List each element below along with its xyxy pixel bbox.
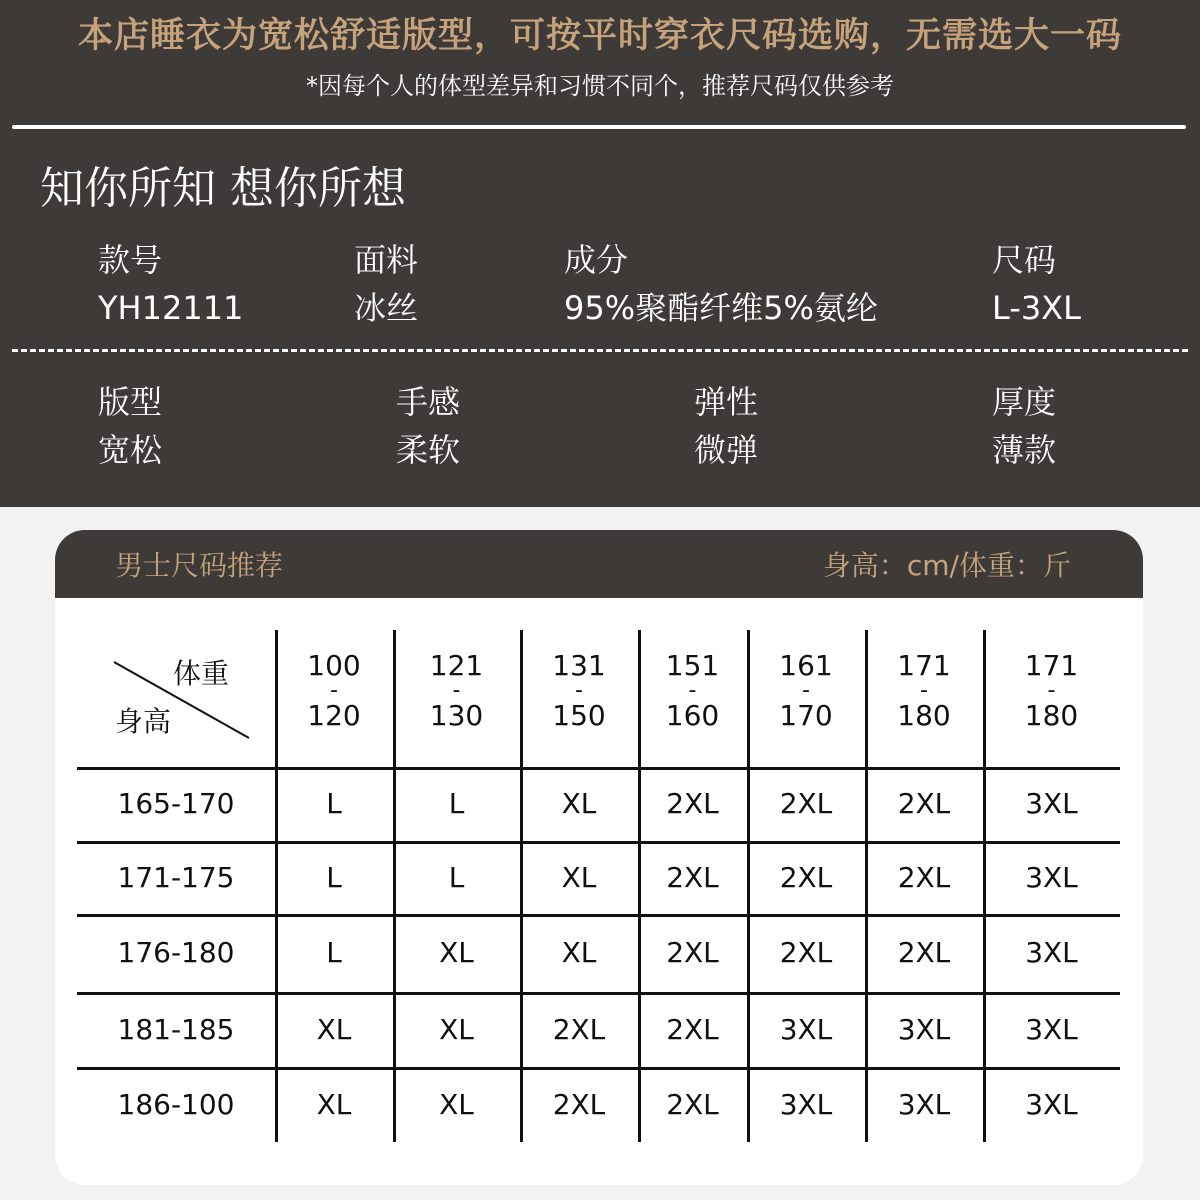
spec-size-range	[992, 236, 1081, 332]
product-info-panel	[0, 0, 1200, 507]
size-cell: 3XL	[779, 1087, 833, 1121]
size-cell: 2XL	[779, 860, 833, 894]
weight-range-dash: -	[452, 678, 461, 703]
size-chart-card	[55, 530, 1143, 1185]
weight-range-header	[874, 649, 974, 732]
size-cell: 2XL	[897, 936, 951, 969]
spec-elasticity	[694, 378, 758, 474]
weight-range-from: 151	[665, 649, 720, 682]
weight-range-to: 180	[1024, 699, 1079, 732]
size-cell: XL	[439, 936, 474, 969]
weight-range-from: 171	[897, 649, 951, 682]
divider	[12, 125, 1186, 129]
size-chart-unit-note: 身高：cm/体重：斤	[822, 549, 1071, 582]
weight-range-from: 161	[779, 649, 833, 682]
row-height-label: 181-185	[117, 1012, 235, 1046]
spec-label: 版型	[98, 383, 163, 421]
size-cell: 2XL	[666, 1087, 719, 1121]
slogan: 知你所知 想你所想	[40, 163, 406, 214]
spec-value: YH12111	[98, 289, 244, 327]
spec-label: 成分	[564, 241, 629, 279]
spec-value: 冰丝	[354, 289, 419, 327]
weight-range-to: 150	[552, 699, 606, 732]
weight-range-header	[529, 649, 629, 732]
table-row-line	[77, 841, 1120, 844]
row-height-label: 171-175	[117, 860, 235, 894]
size-cell: XL	[316, 1012, 352, 1046]
table-col-line	[865, 630, 868, 1142]
spec-label: 尺码	[992, 241, 1057, 279]
spec-value: L-3XL	[992, 289, 1081, 327]
size-cell: XL	[561, 936, 597, 969]
spec-composition	[564, 236, 878, 332]
dashed-divider	[12, 349, 1188, 352]
weight-range-dash: -	[802, 678, 810, 703]
spec-label: 面料	[354, 241, 419, 279]
size-cell: XL	[439, 1012, 474, 1046]
size-cell: 2XL	[552, 1012, 606, 1046]
spec-value: 95%聚酯纤维5%氨纶	[564, 289, 878, 327]
size-cell: 3XL	[779, 1012, 833, 1046]
table-row-line	[77, 1067, 1120, 1070]
spec-value: 薄款	[992, 431, 1057, 469]
weight-range-header	[407, 649, 507, 732]
corner-diagonal	[77, 630, 277, 770]
weight-range-dash: -	[575, 678, 583, 703]
spec-value: 柔软	[396, 431, 461, 469]
weight-range-from: 131	[552, 649, 606, 682]
weight-range-dash: -	[1047, 678, 1056, 703]
size-cell: 3XL	[1025, 787, 1078, 820]
size-cell: XL	[561, 860, 597, 894]
size-cell: 3XL	[1025, 1012, 1078, 1046]
spec-hand-feel	[396, 378, 460, 474]
weight-range-to: 130	[429, 699, 484, 732]
weight-range-from: 171	[1024, 649, 1079, 682]
weight-range-dash: -	[688, 678, 697, 703]
weight-range-header	[1002, 649, 1102, 732]
size-cell: L	[326, 787, 342, 820]
weight-range-to: 170	[779, 699, 833, 732]
row-height-label: 176-180	[117, 936, 235, 969]
disclaimer-text: *因每个人的体型差异和习惯不同个，推荐尺码仅供参考	[306, 72, 894, 100]
weight-range-header	[756, 649, 856, 732]
table-col-line	[520, 630, 523, 1142]
size-cell: XL	[439, 1087, 474, 1121]
size-chart-header	[55, 530, 1143, 598]
table-col-line	[747, 630, 750, 1142]
weight-range-from: 100	[307, 649, 361, 682]
size-cell: 2XL	[779, 787, 833, 820]
spec-style-number	[98, 236, 243, 332]
size-cell: 3XL	[1025, 860, 1078, 894]
size-chart-title: 男士尺码推荐	[115, 549, 284, 582]
table-col-line	[393, 630, 396, 1142]
row-height-label: 165-170	[117, 787, 235, 820]
table-col-line	[983, 630, 986, 1142]
table-row-line	[77, 992, 1120, 995]
weight-range-to: 180	[897, 699, 951, 732]
size-cell: L	[326, 936, 342, 969]
spec-fit	[98, 378, 162, 474]
size-cell: 3XL	[897, 1012, 951, 1046]
table-col-line	[638, 630, 641, 1142]
spec-label: 手感	[396, 383, 461, 421]
size-cell: L	[448, 787, 465, 820]
weight-range-dash: -	[330, 678, 338, 703]
size-cell: 2XL	[666, 1012, 719, 1046]
spec-thickness	[992, 378, 1056, 474]
size-cell: 3XL	[1025, 936, 1078, 969]
corner-height-label: 身高	[115, 705, 172, 738]
size-cell: L	[448, 860, 465, 894]
spec-label: 弹性	[694, 383, 759, 421]
size-cell: 3XL	[897, 1087, 951, 1121]
spec-fabric	[354, 236, 418, 332]
size-cell: 2XL	[779, 936, 833, 969]
spec-label: 款号	[98, 241, 163, 279]
row-height-label: 186-100	[117, 1087, 235, 1121]
size-cell: 2XL	[666, 936, 719, 969]
headline: 本店睡衣为宽松舒适版型，可按平时穿衣尺码选购，无需选大一码	[77, 16, 1122, 56]
weight-range-header	[284, 649, 384, 732]
size-cell: 2XL	[666, 860, 719, 894]
spec-label: 厚度	[992, 383, 1057, 421]
spec-value: 宽松	[98, 431, 163, 469]
size-cell: 2XL	[897, 787, 951, 820]
table-row-line	[77, 914, 1120, 917]
weight-range-to: 160	[665, 699, 720, 732]
size-cell: 3XL	[1025, 1087, 1078, 1121]
weight-range-header	[643, 649, 743, 732]
corner-weight-label: 体重	[173, 657, 230, 690]
weight-range-to: 120	[307, 699, 361, 732]
size-cell: XL	[561, 787, 597, 820]
weight-range-dash: -	[920, 678, 928, 703]
spec-value: 微弹	[694, 431, 759, 469]
weight-range-from: 121	[429, 649, 484, 682]
size-cell: 2XL	[552, 1087, 606, 1121]
size-cell: XL	[316, 1087, 352, 1121]
size-cell: 2XL	[666, 787, 719, 820]
size-cell: 2XL	[897, 860, 951, 894]
size-cell: L	[326, 860, 342, 894]
